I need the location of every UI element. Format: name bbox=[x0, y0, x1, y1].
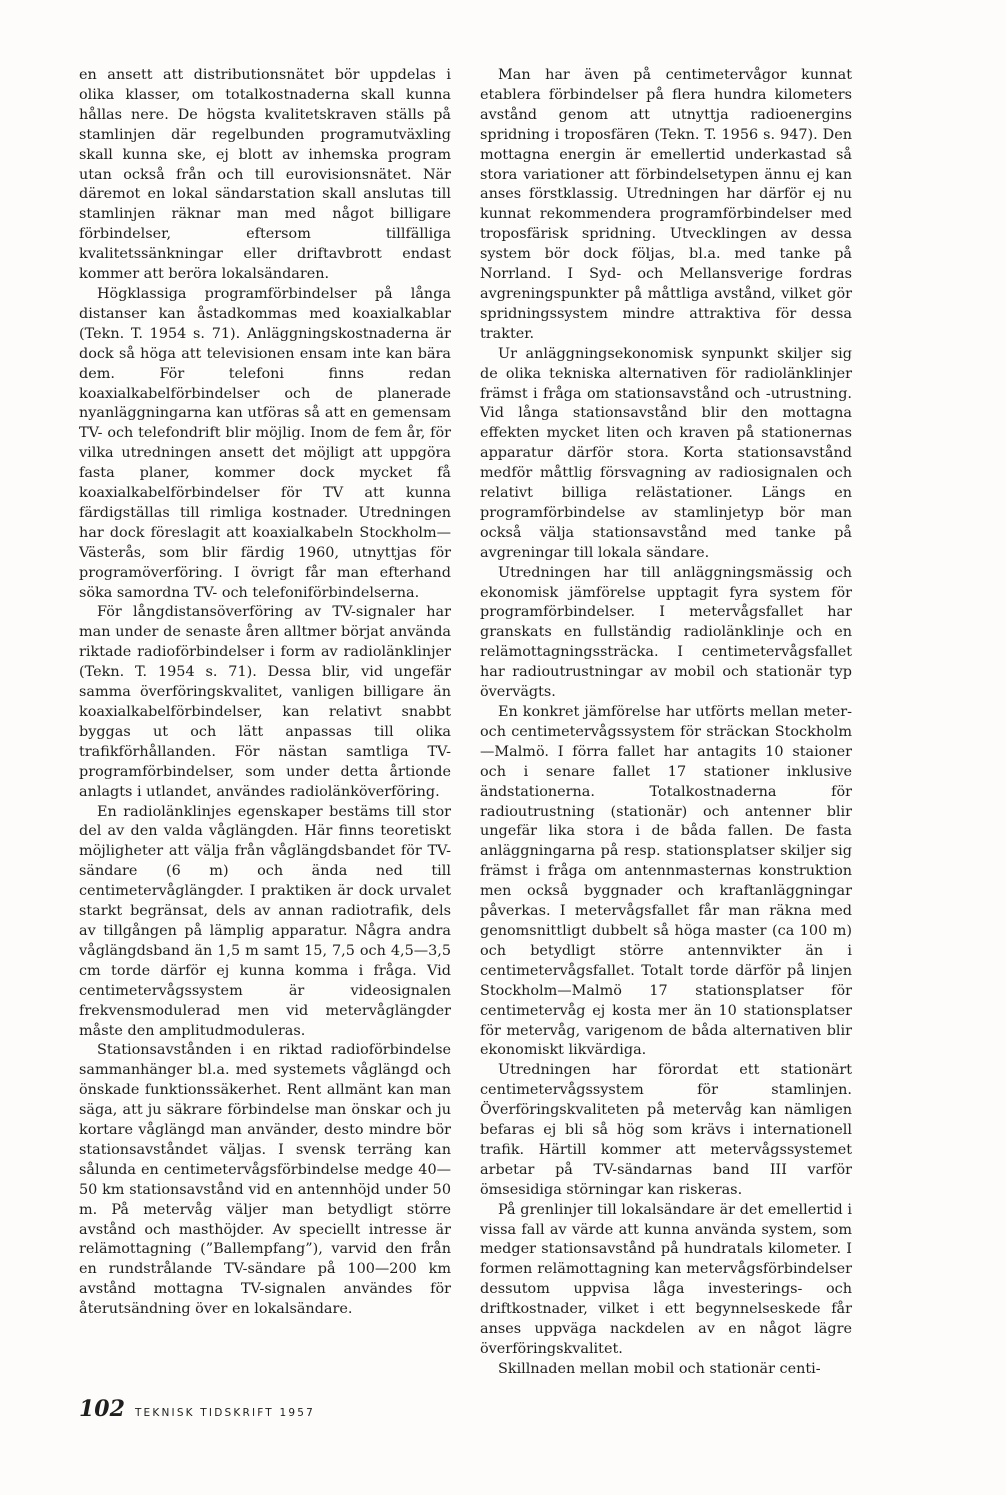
paragraph: en ansett att distributionsnätet bör uppdelas i olika klasser, om totalkostnaderna skall kunna hållas nere. De högsta kvalitetskraven ställs på stamlinjen där regelbunden programutväxling skall kunna ske, ej blott av inhemska program utan också från och till eurovisionsnätet. När däremot en lokal sändarstation skall anslutas till stamlinjen räknar man med något billigare förbindelser, eftersom tillfälliga kvalitetssänkningar eller driftavbrott endast kommer att beröra lokalsändaren. bbox=[79, 67, 451, 283]
page-footer bbox=[79, 1396, 315, 1422]
paragraph: Ur anläggningsekonomisk synpunkt skiljer sig de olika tekniska alternativen för radiolänklinjer främst i fråga om stationsavstånd och -utrustning. Vid långa stationsavstånd blir den mottagna effekten mycket liten och kraven på stationernas apparatur därför stora. Korta stationsavstånd medför måttlig försvagning av radiosignalen och relativt billiga relästationer. Längs en programförbindelse av stamlinjetyp bör man också välja stationsavstånd med tanke på avgreningar till lokala sändare. bbox=[480, 345, 852, 561]
paragraph: Utredningen har förordat ett stationärt centimetervågssystem för stamlinjen. Överföringskvaliteten på metervåg kan nämligen befaras ej bli så hög som krävs i internationell trafik. Härtill kommer att metervågssystemet arbetar på TV-sändarnas band III varför ömsesidiga störningar kan riskeras. bbox=[480, 1062, 852, 1198]
paragraph: För långdistansöverföring av TV-signaler har man under de senaste åren alltmer börjat använda riktade radioförbindelser i form av radiolänklinjer (Tekn. T. 1954 s. 71). Dessa blir, vid ungefär samma överföringskvalitet, vanligen billigare än koaxialkabelförbindelser, kan relativt snabbt byggas ut och lätt anpassas till olika trafikförhållanden. För nästan samtliga TV-programförbindelser, som under detta årtionde anlagts i utlandet, användes radiolänköverföring. bbox=[79, 604, 451, 800]
paragraph: En konkret jämförelse har utförts mellan meter- och centimetervågssystem för sträckan Stockholm—Malmö. I förra fallet har antagits 10 staioner och i senare fallet 17 stationer inklusive ändstationerna. Totalkostnaderna för radioutrustning (stationär) och antenner blir ungefär lika stora i de båda fallen. De fasta anläggningarna på resp. stationsplatser skiljer sig främst i fråga om antennmasternas konstruktion men också byggnader och kraftanläggningar påverkas. I metervågsfallet får man räkna med genomsnittligt dubbelt så höga master (ca 100 m) och betydligt större antennvikter än i centimetervågsfallet. Totalt torde därför på linjen Stockholm—Malmö 17 stationsplatser för centimetervåg ej kosta mer än 10 stationsplatser för metervåg, varigenom de båda alternativen blir ekonomiskt likvärdiga. bbox=[480, 704, 852, 1059]
journal-title: TEKNISK TIDSKRIFT 1957 bbox=[134, 1407, 315, 1419]
paragraph: Utredningen har till anläggningsmässig och ekonomisk jämförelse upptagit fyra system för programförbindelser. I metervågsfallet har granskats en fullständig radiolänklinje och en relämottagningssträcka. I centimetervågsfallet har radioutrustningar av mobil och stationär typ övervägts. bbox=[480, 564, 852, 701]
page-number: 102 bbox=[79, 1396, 125, 1422]
paragraph: På grenlinjer till lokalsändare är det emellertid i vissa fall av värde att kunna använda system, som medger stationsavstånd på hundratals kilometer. I formen relämottagning kan metervågsförbindelser dessutom uppvisa låga investerings- och driftkostnader, vilket i ett begynnelseskede får anses uppväga nackdelen av en något lägre överföringskvalitet. bbox=[480, 1201, 852, 1357]
paragraph: Skillnaden mellan mobil och stationär centi- bbox=[498, 1360, 821, 1377]
paragraph: En radiolänklinjes egenskaper bestäms till stor del av den valda våglängden. Här finns teoretiskt möjligheter att välja från våglängdsbandet för TV-sändare (6 m) och ända ned till centimetervåglängder. I praktiken är dock urvalet starkt begränsat, dels av annan radiotrafik, dels av tillgången på lämplig apparatur. Några andra våglängdsband än 1,5 m samt 15, 7,5 och 4,5—3,5 cm torde därför ej kunna komma i fråga. Vid centimetervågssystem är videosignalen frekvensmodulerad men vid metervåglängder måste den amplitudmoduleras. bbox=[79, 803, 451, 1039]
paragraph: Man har även på centimetervågor kunnat etablera förbindelser på flera hundra kilometers avstånd genom att utnyttja radioenergins spridning i troposfären (Tekn. T. 1956 s. 947). Den mottagna energin är emellertid underkastad så stora variationer att förbindelsetypen ännu ej kan anses förstklassig. Utredningen har därför ej nu kunnat rekommendera programförbindelser med troposfärisk spridning. Utvecklingen av dessa system bör dock följas, bl.a. med tanke på Norrland. I Syd- och Mellansverige fordras avgreningspunkter på måttliga avstånd, vilket gör spridningssystem mindre attraktiva för dessa trakter. bbox=[480, 67, 852, 342]
paragraph: Högklassiga programförbindelser på långa distanser kan åstadkommas med koaxialkablar (Tekn. T. 1954 s. 71). Anläggningskostnaderna är dock så höga att televisionen ensam inte kan bära dem. För telefoni finns redan koaxialkabelförbindelser och de planerade nyanläggningarna kan utföras så att en gemensam TV- och telefondrift blir möjlig. Inom de fem år, för vilka utredningen ansett det möjligt att uppgöra fasta planer, kommer dock mycket få koaxialkabelförbindelser för TV att kunna färdigställas till rimliga kostnader. Utredningen har dock föreslagit att koaxialkabeln Stockholm—Västerås, som blir färdig 1960, utnyttjas för programöverföring. I övrigt får man efterhand söka samordna TV- och telefoniförbindelserna. bbox=[79, 285, 451, 601]
paragraph: Stationsavstånden i en riktad radioförbindelse sammanhänger bl.a. med systemets våglängd och önskade funktionssäkerhet. Rent allmänt kan man säga, att ju säkrare förbindelse man önskar och ju kortare våglängd man använder, desto mindre bör stationsavståndet väljas. I svensk terräng kan sålunda en centimetervågsförbindelse medge 40—50 km stationsavstånd vid en antennhöjd under 50 m. På metervåg väljer man betydligt större avstånd och masthöjder. Av speciellt intresse är relämottagning (”Ballempfang”), varvid den från en rundstrålande TV-sändare på 100—200 km avstånd mottagna TV-signalen användes för återutsändning över en lokalsändare. bbox=[79, 1042, 451, 1318]
left-text-column bbox=[79, 66, 451, 1320]
right-text-column bbox=[480, 66, 852, 1380]
